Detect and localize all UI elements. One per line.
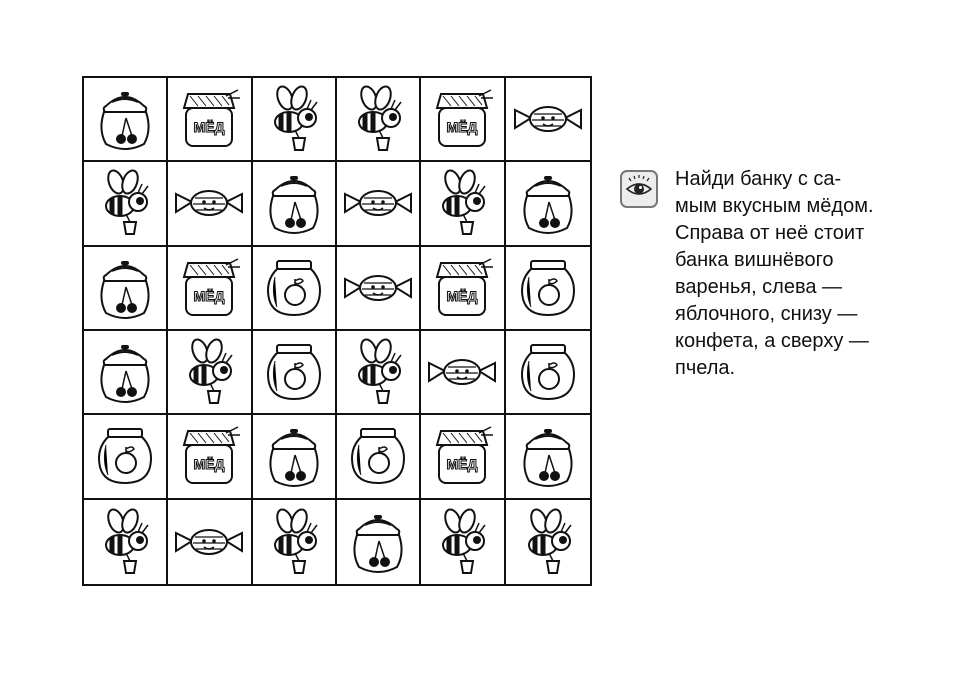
grid-cell <box>253 247 337 331</box>
candy-icon <box>174 168 244 238</box>
grid-cell <box>84 78 168 162</box>
grid-cell <box>421 500 505 584</box>
grid-cell <box>168 78 252 162</box>
grid-cell <box>253 500 337 584</box>
grid-cell <box>506 162 590 246</box>
honey-jar-icon <box>427 253 497 323</box>
grid-cell <box>421 415 505 499</box>
puzzle-grid <box>82 76 592 586</box>
grid-cell <box>421 331 505 415</box>
task-line: Найди банку с са- <box>675 168 842 190</box>
candy-icon <box>427 337 497 407</box>
grid-cell <box>253 331 337 415</box>
grid-cell <box>337 500 421 584</box>
cherry-jar-icon <box>90 84 160 154</box>
grid-cell <box>506 415 590 499</box>
cherry-jar-icon <box>513 421 583 491</box>
honey-jar-icon <box>174 84 244 154</box>
task-text <box>675 166 907 382</box>
bee-icon <box>343 84 413 154</box>
grid-cell <box>337 162 421 246</box>
grid-cell <box>253 415 337 499</box>
honey-jar-icon <box>427 421 497 491</box>
task-line: варенья, слева — <box>675 276 843 298</box>
bee-icon <box>427 168 497 238</box>
task-line: пчела. <box>675 357 736 379</box>
grid-cell <box>84 247 168 331</box>
bee-icon <box>90 168 160 238</box>
candy-icon <box>513 84 583 154</box>
apple-jar-icon <box>90 421 160 491</box>
grid-cell <box>168 162 252 246</box>
grid-cell <box>84 500 168 584</box>
apple-jar-icon <box>259 253 329 323</box>
task-line: банка вишнёвого <box>675 249 834 271</box>
cherry-jar-icon <box>259 168 329 238</box>
grid-cell <box>506 247 590 331</box>
task-line: конфета, а сверху — <box>675 330 869 352</box>
grid-cell <box>168 500 252 584</box>
bee-icon <box>343 337 413 407</box>
grid-cell <box>168 331 252 415</box>
task-line: мым вкусным мёдом. <box>675 195 874 217</box>
apple-jar-icon <box>343 421 413 491</box>
cherry-jar-icon <box>90 253 160 323</box>
bee-icon <box>259 84 329 154</box>
grid-cell <box>84 331 168 415</box>
grid-cell <box>84 415 168 499</box>
grid-cell <box>253 78 337 162</box>
cherry-jar-icon <box>90 337 160 407</box>
grid-cell <box>84 162 168 246</box>
candy-icon <box>343 253 413 323</box>
grid-cell <box>506 500 590 584</box>
cherry-jar-icon <box>259 421 329 491</box>
svg-text:МЁД: МЁД <box>193 456 225 473</box>
task-line: яблочного, снизу — <box>675 303 858 325</box>
bee-icon <box>427 507 497 577</box>
grid-cell <box>421 78 505 162</box>
honey-jar-icon <box>174 253 244 323</box>
bee-icon <box>259 507 329 577</box>
honey-jar-icon <box>174 421 244 491</box>
grid-cell <box>337 415 421 499</box>
cherry-jar-icon <box>513 168 583 238</box>
apple-jar-icon <box>259 337 329 407</box>
grid-cell <box>506 331 590 415</box>
grid-cell <box>168 415 252 499</box>
grid-cell <box>168 247 252 331</box>
cherry-jar-icon <box>343 507 413 577</box>
grid-cell <box>337 247 421 331</box>
grid-cell <box>421 247 505 331</box>
grid-cell <box>253 162 337 246</box>
apple-jar-icon <box>513 253 583 323</box>
eye-icon <box>620 170 658 208</box>
grid-cell <box>421 162 505 246</box>
candy-icon <box>343 168 413 238</box>
svg-text:МЁД: МЁД <box>193 119 225 136</box>
candy-icon <box>174 507 244 577</box>
honey-jar-icon <box>427 84 497 154</box>
svg-text:МЁД: МЁД <box>446 287 478 304</box>
svg-text:МЁД: МЁД <box>446 456 478 473</box>
bee-icon <box>174 337 244 407</box>
svg-text:МЁД: МЁД <box>446 119 478 136</box>
bee-icon <box>513 507 583 577</box>
task-line: Справа от неё стоит <box>675 222 865 244</box>
grid-cell <box>337 78 421 162</box>
bee-icon <box>90 507 160 577</box>
svg-text:МЁД: МЁД <box>193 287 225 304</box>
grid-cell <box>337 331 421 415</box>
apple-jar-icon <box>513 337 583 407</box>
grid-cell <box>506 78 590 162</box>
